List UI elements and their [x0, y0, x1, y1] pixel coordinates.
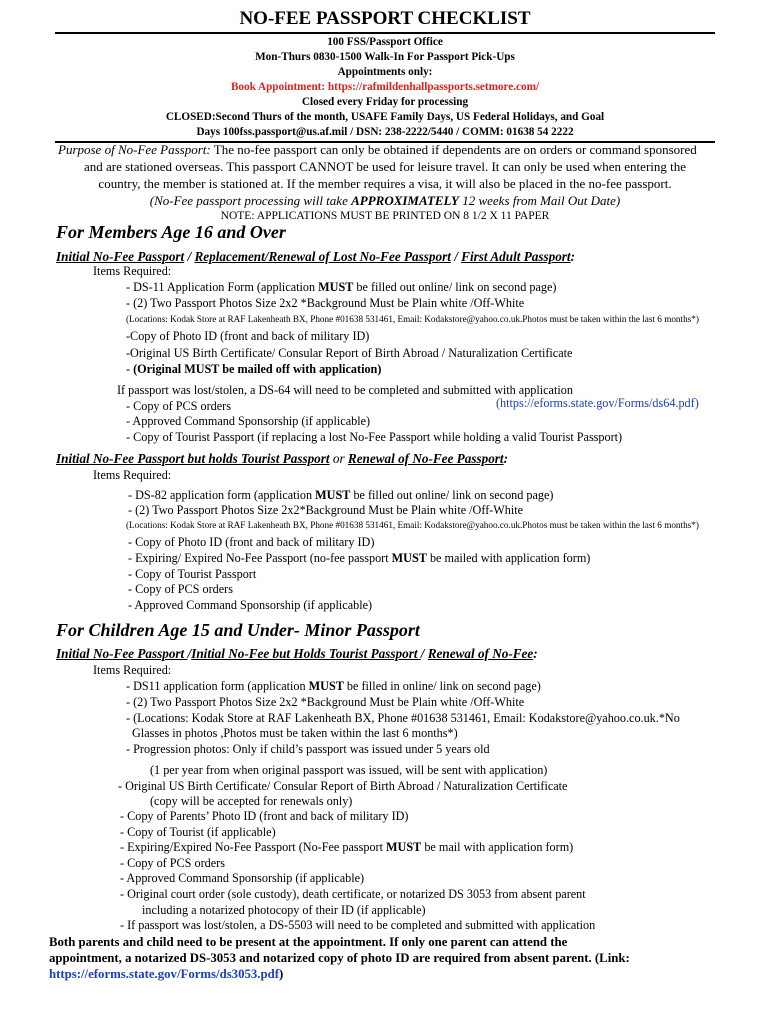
purpose-line2: and are stationed overseas. This passport CANNOT be used for leisure travel. It can only be used when entering the	[83, 159, 687, 174]
lost-stolen-note: If passport was lost/stolen, a DS-64 will need to be completed and submitted with application	[117, 383, 573, 397]
list-item: - (2) Two Passport Photos Size 2x2 *Background Must be Plain white /Off-White	[126, 695, 525, 709]
list-item: - Expiring/ Expired No-Fee Passport (no-fee passport MUST be mailed with application form)	[128, 551, 591, 565]
list-item: - Original US Birth Certificate/ Consular Report of Birth Abroad / Naturalization Certificate	[118, 779, 568, 793]
list-item: -Original US Birth Certificate/ Consular Report of Birth Abroad / Naturalization Certificate	[126, 346, 573, 360]
purpose-label: Purpose of No-Fee Passport:	[58, 142, 211, 157]
children-heading: For Children Age 15 and Under- Minor Passport	[56, 620, 420, 640]
paper-note: NOTE: APPLICATIONS MUST BE PRINTED ON 8 1/2 X 11 PAPER	[220, 210, 550, 222]
list-item: - Progression photos: Only if child’s passport was issued under 5 years old	[126, 742, 490, 756]
appointments-label: Appointments only:	[337, 66, 433, 78]
progression-note: (1 per year from when original passport was issued, will be sent with application)	[150, 763, 548, 777]
sub-end: :	[570, 249, 576, 264]
items-required-label: Items Required:	[93, 468, 172, 482]
closed-days-line1: CLOSED:Second Thurs of the month, USAFE Family Days, US Federal Holidays, and Goal	[165, 111, 605, 123]
list-item-cont: (copy will be accepted for renewals only)	[150, 794, 353, 808]
list-item: - DS-11 Application Form (application MUST be filled out online/ link on second page)	[126, 280, 557, 294]
footer-line2: appointment, a notarized DS-3053 and notarized copy of photo ID are required from absent parent. (Link:	[49, 951, 630, 965]
purpose-line1	[58, 142, 697, 158]
processing-text: (No-Fee passport processing will take	[149, 193, 352, 208]
adults-subheading	[56, 249, 575, 265]
items-required-label: Items Required:	[93, 264, 172, 278]
processing-text-end: 12 weeks from Mail Out Date)	[458, 193, 621, 208]
adults-subheading-2: Initial No-Fee Passport but holds Tourist Passport or Renewal of No-Fee Passport:	[56, 451, 508, 466]
list-item: - Copy of PCS orders	[120, 856, 225, 870]
list-item-cont: Glasses in photos ,Photos must be taken within the last 6 months*)	[132, 726, 458, 740]
footer-line3	[49, 967, 283, 982]
booking-link[interactable]: Book Appointment: https://rafmildenhallpassports.setmore.com/	[230, 81, 540, 93]
title-divider	[55, 32, 715, 34]
items-required-label: Items Required:	[93, 663, 172, 677]
footer-close: )	[278, 967, 284, 981]
sub-sep: /	[450, 249, 462, 264]
sub-sep: /	[184, 249, 195, 264]
list-item: - Copy of Photo ID (front and back of military ID)	[128, 535, 375, 549]
page-title: NO-FEE PASSPORT CHECKLIST	[239, 8, 531, 29]
closed-days-line2: Days 100fss.passport@us.af.mil / DSN: 238-2222/5440 / COMM: 01638 54 2222	[196, 126, 574, 138]
list-item: - Copy of Tourist (if applicable)	[120, 825, 276, 839]
list-item: - DS11 application form (application MUST be filled in online/ link on second page)	[126, 679, 541, 693]
list-item: - (2) Two Passport Photos Size 2x2*Background Must be Plain white /Off-White	[128, 503, 524, 517]
list-item: - Original court order (sole custody), death certificate, or notarized DS 3053 from absent parent	[120, 887, 586, 901]
photo-locations: (Locations: Kodak Store at RAF Lakenheath BX, Phone #01638 531461, Email: Kodakstore@yahoo.co.uk.Photos must be taken within the last 6 months*)	[126, 314, 699, 324]
list-item: - Expiring/Expired No-Fee Passport (No-Fee passport MUST be mail with application form)	[120, 840, 574, 854]
list-item: - Approved Command Sponsorship (if applicable)	[120, 871, 365, 885]
office-name: 100 FSS/Passport Office	[327, 36, 443, 48]
processing-time	[0, 193, 770, 209]
list-item: - DS-82 application form (application MUST be filled out online/ link on second page)	[128, 488, 554, 502]
children-subheading: Initial No-Fee Passport /Initial No-Fee but Holds Tourist Passport / Renewal of No-Fee:	[56, 646, 538, 661]
ds3053-link[interactable]: https://eforms.state.gov/Forms/ds3053.pdf	[49, 967, 279, 981]
purpose-line3: country, the member is stationed at. If the member requires a visa, it will also be placed in the no-fee passport.	[98, 176, 672, 191]
purpose-text: The no-fee passport can only be obtained if dependents are on orders or command sponsored	[210, 142, 697, 157]
list-item: - (2) Two Passport Photos Size 2x2 *Background Must be Plain white /Off-White	[126, 296, 525, 310]
list-item: - Copy of PCS orders	[126, 399, 231, 413]
list-item-cont: including a notarized photocopy of their ID (if applicable)	[142, 903, 426, 917]
list-item: - Copy of Parents’ Photo ID (front and back of military ID)	[120, 809, 409, 823]
processing-emphasis: APPROXIMATELY	[351, 193, 459, 208]
photo-locations: (Locations: Kodak Store at RAF Lakenheath BX, Phone #01638 531461, Email: Kodakstore@yahoo.co.uk.Photos must be taken within the last 6 months*)	[126, 520, 699, 530]
list-item: - Copy of Tourist Passport (if replacing a lost No-Fee Passport while holding a valid Tourist Passport)	[126, 430, 623, 444]
list-item: - Approved Command Sponsorship (if applicable)	[126, 414, 371, 428]
sub-initial: Initial No-Fee Passport	[56, 249, 185, 264]
closed-friday: Closed every Friday for processing	[301, 96, 469, 108]
list-item: - (Original MUST be mailed off with application)	[126, 362, 382, 376]
list-item: - Copy of PCS orders	[128, 582, 233, 596]
ds64-link[interactable]: (https://eforms.state.gov/Forms/ds64.pdf)	[496, 396, 699, 410]
sub-first-adult: First Adult Passport	[461, 249, 571, 264]
list-item: - Copy of Tourist Passport	[128, 567, 257, 581]
adults-heading: For Members Age 16 and Over	[56, 222, 286, 242]
list-item: - Approved Command Sponsorship (if applicable)	[128, 598, 373, 612]
list-item: - If passport was lost/stolen, a DS-5503 will need to be completed and submitted with application	[120, 918, 596, 932]
office-hours: Mon-Thurs 0830-1500 Walk-In For Passport Pick-Ups	[255, 51, 515, 63]
list-item: - (Locations: Kodak Store at RAF Lakenheath BX, Phone #01638 531461, Email: Kodakstore@yahoo.co.uk.*No	[126, 711, 680, 725]
sub-replacement: Replacement/Renewal of Lost No-Fee Passport	[194, 249, 451, 264]
list-item: -Copy of Photo ID (front and back of military ID)	[126, 329, 370, 343]
footer-line1: Both parents and child need to be present at the appointment. If only one parent can attend the	[49, 935, 568, 949]
